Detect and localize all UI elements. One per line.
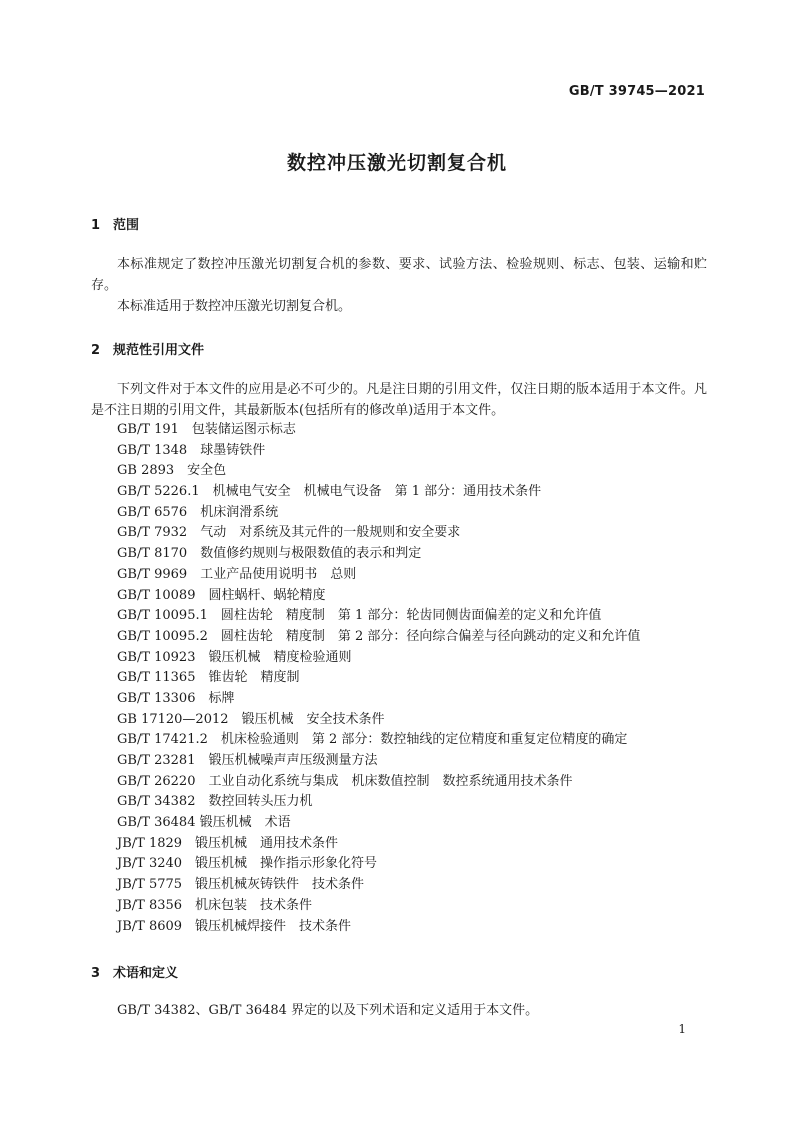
reference-item: JB/T 1829 锻压机械 通用技术条件 <box>117 835 339 851</box>
section-2-number: 2 <box>91 343 101 358</box>
reference-item: GB/T 10095.1 圆柱齿轮 精度制 第 1 部分：轮齿同侧齿面偏差的定义和允许值 <box>117 608 602 624</box>
reference-item: GB/T 10923 锻压机械 精度检验通则 <box>117 649 352 665</box>
reference-item: GB/T 13306 标牌 <box>117 690 235 706</box>
reference-item: GB/T 10095.2 圆柱齿轮 精度制 第 2 部分：径向综合偏差与径向跳动的定义和允许值 <box>117 628 641 644</box>
normative-reference-list <box>117 420 640 937</box>
reference-item: GB 17120—2012 锻压机械 安全技术条件 <box>117 711 385 727</box>
reference-item: GB/T 191 包装储运图示标志 <box>117 422 296 437</box>
reference-item: GB/T 8170 数值修约规则与极限数值的表示和判定 <box>117 546 422 562</box>
section-3-number: 3 <box>91 966 101 981</box>
reference-item: GB/T 26220 工业自动化系统与集成 机床数值控制 数控系统通用技术条件 <box>117 773 573 789</box>
reference-item: GB/T 5226.1 机械电气安全 机械电气设备 第 1 部分：通用技术条件 <box>117 484 542 500</box>
standard-code: GB/T 39745—2021 <box>568 84 705 99</box>
section-1-title: 范围 <box>113 218 140 233</box>
reference-item: JB/T 5775 锻压机械灰铸铁件 技术条件 <box>117 877 365 893</box>
reference-item: GB/T 34382 数控回转头压力机 <box>117 794 313 810</box>
section-1-paragraph-2: 本标准适用于数控冲压激光切割复合机。 <box>117 299 352 314</box>
reference-item: GB/T 11365 锥齿轮 精度制 <box>117 670 300 686</box>
reference-item: JB/T 3240 锻压机械 操作指示形象化符号 <box>117 856 378 872</box>
section-2-heading <box>91 339 204 358</box>
reference-item: GB/T 23281 锻压机械噪声声压级测量方法 <box>117 753 378 768</box>
document-title: 数控冲压激光切割复合机 <box>286 152 507 174</box>
section-1-heading <box>91 214 139 233</box>
page-number: 1 <box>678 1022 686 1036</box>
reference-item: GB/T 36484 锻压机械 术语 <box>117 815 291 831</box>
reference-item: GB 2893 安全色 <box>117 463 227 479</box>
reference-item: GB/T 7932 气动 对系统及其元件的一般规则和安全要求 <box>117 525 461 541</box>
section-1-paragraph-1: 本标准规定了数控冲压激光切割复合机的参数、要求、试验方法、检验规则、标志、包装、运输和贮存。 <box>91 257 707 293</box>
reference-item: JB/T 8609 锻压机械焊接件 技术条件 <box>117 918 352 934</box>
section-1-number: 1 <box>91 218 101 233</box>
section-2-title: 规范性引用文件 <box>113 343 205 358</box>
section-3-intro: GB/T 34382、GB/T 36484 界定的以及下列术语和定义适用于本文件。 <box>117 1003 539 1018</box>
reference-item: GB/T 1348 球墨铸铁件 <box>117 442 266 458</box>
reference-item: JB/T 8356 机床包装 技术条件 <box>117 897 313 913</box>
reference-item: GB/T 9969 工业产品使用说明书 总则 <box>117 566 357 582</box>
reference-item: GB/T 6576 机床润滑系统 <box>117 504 279 520</box>
section-3-title: 术语和定义 <box>113 966 179 981</box>
reference-item: GB/T 17421.2 机床检验通则 第 2 部分：数控轴线的定位精度和重复定位精度的确定 <box>117 732 628 748</box>
section-2-intro: 下列文件对于本文件的应用是必不可少的。凡是注日期的引用文件，仅注日期的版本适用于本文件。凡是不注日期的引用文件，其最新版本(包括所有的修改单)适用于本文件。 <box>91 382 707 418</box>
reference-item: GB/T 10089 圆柱蜗杆、蜗轮精度 <box>117 587 326 603</box>
section-3-heading <box>91 962 178 981</box>
